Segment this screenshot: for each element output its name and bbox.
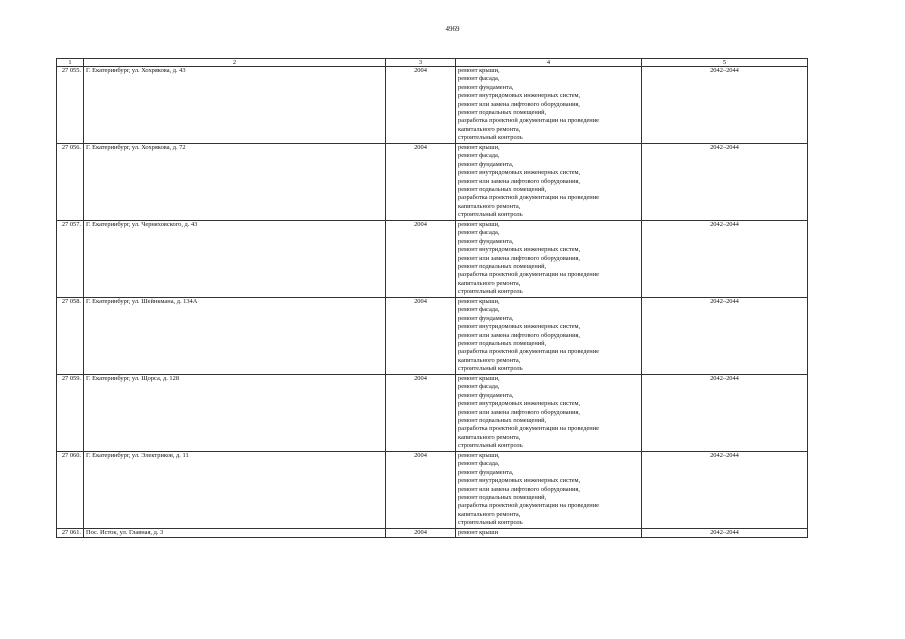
year-cell: 2004 [386,144,456,221]
work-item: ремонт внутридомовых инженерных систем, [458,477,581,485]
work-item: ремонт внутридомовых инженерных систем, [458,323,581,331]
work-item: ремонт или замена лифтового оборудования, [458,254,581,262]
works-cell [456,67,642,144]
work-item: капитального ремонта, [458,510,521,518]
work-item: строительный контроль [458,365,523,373]
work-item: ремонт фасада, [458,229,500,237]
page-number: 4969 [445,25,460,33]
year-cell: 2004 [386,298,456,375]
table-row [57,529,808,538]
work-item: ремонт внутридомовых инженерных систем, [458,400,581,408]
period-cell: 2042–2044 [642,452,808,529]
work-item: ремонт или замена лифтового оборудования, [458,408,581,416]
period-cell: 2042–2044 [642,67,808,144]
row-number: 27 056. [57,144,84,221]
work-item: разработка проектной документации на проведение [458,502,599,510]
address-cell: Г. Екатеринбург, ул. Электриков, д. 11 [84,452,386,529]
work-item: ремонт подвальных помещений, [458,109,547,117]
column-header: 3 [386,59,456,67]
period-cell: 2042–2044 [642,221,808,298]
year-cell: 2004 [386,221,456,298]
work-item: ремонт или замена лифтового оборудования, [458,177,581,185]
work-item: ремонт крыши, [458,452,500,459]
work-item: разработка проектной документации на проведение [458,348,599,356]
work-item: строительный контроль [458,442,523,450]
work-item: капитального ремонта, [458,279,521,287]
row-number: 27 057. [57,221,84,298]
work-item: ремонт подвальных помещений, [458,494,547,502]
work-item: ремонт крыши, [458,375,500,382]
work-item: ремонт подвальных помещений, [458,186,547,194]
year-cell: 2004 [386,452,456,529]
work-item: ремонт фундамента, [458,237,514,245]
address-cell: Пос. Исток, ул. Главная, д. 3 [84,529,386,538]
works-cell [456,529,642,538]
period-cell: 2042–2044 [642,375,808,452]
row-number: 27 060. [57,452,84,529]
row-number: 27 058. [57,298,84,375]
column-header: 1 [57,59,84,67]
row-number: 27 061. [57,529,84,538]
column-header: 4 [456,59,642,67]
work-item: ремонт крыши, [458,221,500,228]
work-item: строительный контроль [458,288,523,296]
work-item: строительный контроль [458,211,523,219]
work-item: ремонт фасада, [458,383,500,391]
year-cell: 2004 [386,67,456,144]
works-cell [456,221,642,298]
table-row [57,375,808,452]
work-item: ремонт фасада, [458,75,500,83]
work-item: ремонт фундамента, [458,391,514,399]
year-cell: 2004 [386,529,456,538]
work-item: строительный контроль [458,134,523,142]
work-item: ремонт фасада, [458,152,500,160]
work-item: разработка проектной документации на проведение [458,117,599,125]
work-item: ремонт подвальных помещений, [458,340,547,348]
work-item: ремонт подвальных помещений, [458,417,547,425]
work-item: разработка проектной документации на проведение [458,425,599,433]
year-cell: 2004 [386,375,456,452]
work-item: ремонт или замена лифтового оборудования, [458,331,581,339]
works-cell [456,452,642,529]
work-item: капитального ремонта, [458,356,521,364]
work-item: ремонт крыши, [458,67,500,74]
work-item: разработка проектной документации на проведение [458,271,599,279]
work-item: ремонт фундамента, [458,83,514,91]
work-item: ремонт фундамента, [458,160,514,168]
works-cell [456,375,642,452]
address-cell: Г. Екатеринбург, ул. Хохрякова, д. 43 [84,67,386,144]
address-cell: Г. Екатеринбург, ул. Хохрякова, д. 72 [84,144,386,221]
address-cell: Г. Екатеринбург, ул. Шейнкмана, д. 134А [84,298,386,375]
period-cell: 2042–2044 [642,298,808,375]
work-item: ремонт или замена лифтового оборудования, [458,485,581,493]
work-item: ремонт фасада, [458,460,500,468]
work-item: строительный контроль [458,519,523,527]
row-number: 27 055. [57,67,84,144]
work-item: капитального ремонта, [458,125,521,133]
repair-schedule-table [56,58,808,538]
work-item: ремонт внутридомовых инженерных систем, [458,246,581,254]
table-row [57,452,808,529]
table-row [57,144,808,221]
table-row [57,67,808,144]
work-item: ремонт или замена лифтового оборудования, [458,100,581,108]
row-number: 27 059. [57,375,84,452]
work-item: ремонт фундамента, [458,468,514,476]
work-item: капитального ремонта, [458,433,521,441]
work-item: ремонт фундамента, [458,314,514,322]
table-row [57,221,808,298]
address-cell: Г. Екатеринбург, ул. Черняховского, д. 43 [84,221,386,298]
period-cell: 2042–2044 [642,529,808,538]
works-cell [456,298,642,375]
column-number-row [57,59,808,67]
work-item: капитального ремонта, [458,202,521,210]
work-item: ремонт крыши [458,529,499,536]
work-item: ремонт фасада, [458,306,500,314]
column-header: 5 [642,59,808,67]
table-row [57,298,808,375]
period-cell: 2042–2044 [642,144,808,221]
work-item: ремонт крыши, [458,298,500,305]
work-item: ремонт крыши, [458,144,500,151]
works-cell [456,144,642,221]
work-item: ремонт подвальных помещений, [458,263,547,271]
work-item: ремонт внутридомовых инженерных систем, [458,169,581,177]
work-item: разработка проектной документации на проведение [458,194,599,202]
column-header: 2 [84,59,386,67]
work-item: ремонт внутридомовых инженерных систем, [458,92,581,100]
address-cell: Г. Екатеринбург, ул. Щорса, д. 128 [84,375,386,452]
